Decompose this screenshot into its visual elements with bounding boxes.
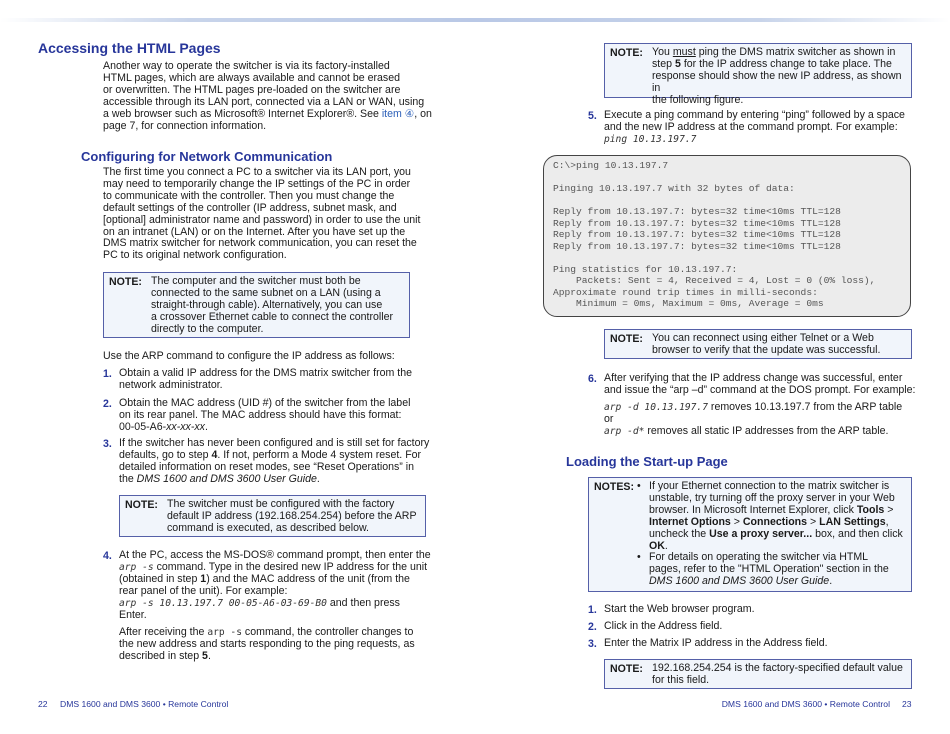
note-label: NOTE: bbox=[610, 333, 643, 345]
note-text: The computer and the switcher must both be connected to the same subnet on a LAN (using a straight-through cable). Alternatively, you can use a crossover Ethernet cable to connect the controller directly to the computer. bbox=[151, 275, 394, 335]
note-reconnect bbox=[604, 329, 912, 359]
note-must-ping bbox=[604, 43, 912, 106]
text: . bbox=[664, 539, 668, 552]
bullet: • bbox=[637, 480, 641, 492]
menu-internet-options: Internet Options bbox=[649, 515, 731, 528]
text: > bbox=[807, 515, 820, 528]
step-ref: 4 bbox=[211, 448, 218, 461]
text: box, and then click bbox=[815, 527, 903, 540]
step-number: 3. bbox=[103, 438, 112, 450]
heading-loading-startup: Loading the Start-up Page bbox=[566, 454, 728, 469]
text: You bbox=[652, 46, 673, 58]
step-number: 1. bbox=[588, 604, 597, 616]
step-number: 6. bbox=[588, 373, 597, 385]
footer-right: DMS 1600 and DMS 3600 • Remote Control bbox=[721, 699, 890, 709]
menu-connections: Connections bbox=[742, 515, 808, 528]
ok-label: OK bbox=[649, 539, 665, 552]
or-text: or bbox=[604, 413, 614, 425]
page-number-left: 22 bbox=[38, 699, 48, 709]
text: command. Type in the desired new IP address for the unit (obtained in step bbox=[119, 560, 428, 585]
bullet: • bbox=[637, 551, 641, 563]
command-example: arp -d* bbox=[604, 426, 645, 437]
text: , uncheck the bbox=[649, 515, 889, 540]
text: After receiving the bbox=[119, 626, 208, 638]
text: . bbox=[829, 574, 833, 587]
step-4 bbox=[119, 550, 439, 621]
step-3 bbox=[119, 438, 429, 486]
text: . bbox=[204, 420, 208, 433]
command-example: ping 10.13.197.7 bbox=[604, 133, 697, 145]
text: ping the DMS matrix switcher as shown in step bbox=[652, 46, 896, 70]
menu-lan-settings: LAN Settings bbox=[819, 515, 886, 528]
note-text bbox=[652, 47, 911, 107]
header-rule bbox=[0, 18, 950, 22]
guide-title: DMS 1600 and DMS 3600 User Guide bbox=[136, 472, 317, 485]
step-number: 1. bbox=[103, 368, 112, 380]
item-4-link[interactable]: item ④ bbox=[381, 107, 415, 120]
step-number: 2. bbox=[103, 398, 112, 410]
footer-left: DMS 1600 and DMS 3600 • Remote Control bbox=[60, 699, 229, 709]
text: removes all static IP addresses from the ARP table. bbox=[644, 425, 889, 437]
step-ref: 1 bbox=[200, 572, 207, 585]
command-example: arp -s 10.13.197.7 00-05-A6-03-69-B0 bbox=[119, 597, 327, 609]
emphasis: must bbox=[672, 46, 696, 58]
heading-accessing-html-pages: Accessing the HTML Pages bbox=[38, 40, 221, 56]
notes-label: NOTES: bbox=[594, 481, 635, 493]
note-label: NOTE: bbox=[610, 663, 643, 675]
menu-tools: Tools bbox=[856, 503, 885, 516]
note-default-value bbox=[604, 659, 912, 689]
text: If your Ethernet connection to the matrix switcher is unstable, try turning off the proxy server in your Web browser. In Microsoft Internet Explorer, click bbox=[649, 480, 895, 516]
note-label: NOTE: bbox=[610, 47, 643, 59]
arp-d-example bbox=[604, 402, 902, 414]
step-6: After verifying that the IP address change was successful, enter and issue the “arp –d” command at the DOS prompt. For example: bbox=[604, 372, 916, 396]
note-bullet-2 bbox=[649, 552, 889, 588]
command: arp -s bbox=[119, 561, 154, 573]
step-ref: 5 bbox=[674, 57, 681, 70]
notes-proxy bbox=[588, 477, 912, 592]
text: . bbox=[207, 649, 211, 662]
text: Another way to operate the switcher is via its factory-installed HTML pages, which are always available and cannot be erased or overwritten. The HTML pages pre-loaded on the switcher are accessible through its LAN port, connected via a LAN or WAN, using a web browser such as Microsoft® Internet Explorer®. See bbox=[103, 60, 425, 120]
text: command, the controller changes to the new address and starts responding to the ping requests, as described in step bbox=[119, 626, 415, 662]
step-number: 5. bbox=[588, 110, 597, 122]
note-text: You can reconnect using either Telnet or a Web browser to verify that the update was successful. bbox=[652, 332, 881, 356]
text: At the PC, access the MS-DOS® command prompt, then enter the bbox=[119, 549, 431, 561]
step-5 bbox=[604, 110, 905, 146]
paragraph-configuring: The first time you connect a PC to a switcher via its LAN port, you may need to temporarily change the IP settings of the PC in order to communicate with the controller. Then you must change the default settings of the controller (IP address, subnet mask, and [optional] administrator name and password) in order to use the unit on an intranet (LAN) or on the Internet. After you have set up the DMS matrix switcher for network communication, you can reset the PC to its original network configuration. bbox=[103, 166, 421, 262]
load-step-3: Enter the Matrix IP address in the Address field. bbox=[604, 637, 828, 649]
load-step-2: Click in the Address field. bbox=[604, 620, 723, 632]
text: . If not, perform a Mode 4 system reset. For detailed information on reset modes, see “Reset Operations” in the bbox=[119, 448, 422, 485]
note-bullet-1 bbox=[649, 481, 903, 552]
note-text: 192.168.254.254 is the factory-specified default value for this field. bbox=[652, 662, 903, 686]
note-label: NOTE: bbox=[109, 276, 142, 288]
page-number-right: 23 bbox=[902, 699, 912, 709]
note-same-subnet bbox=[103, 272, 410, 338]
note-text: The switcher must be configured with the factory default IP address (192.168.254.254) before the ARP command is executed, as described below. bbox=[167, 498, 417, 534]
step-1: Obtain a valid IP address for the DMS matrix switcher from the network administrator. bbox=[119, 367, 413, 391]
after-receiving-paragraph bbox=[119, 627, 415, 663]
ping-console-output: C:\>ping 10.13.197.7 Pinging 10.13.197.7 with 32 bytes of data: Reply from 10.13.197.7: bytes=32 time<10ms TTL=128 Reply from 10.13.197.7: bytes=32 time<10ms TTL=128 Reply from 10.13.197.7: bytes=32 time<10ms TTL=128 Reply from 10.13.197.7: bytes=32 time<10ms TTL=128 Ping statistics for 10.13.197.7: Packets: Sent = 4, Received = 4, Lost = 0 (0% loss), Approximate round trip times in milli-seconds: Minimum = 0ms, Maximum = 0ms, Average = 0ms bbox=[543, 155, 911, 317]
step-number: 4. bbox=[103, 550, 112, 562]
guide-title: DMS 1600 and DMS 3600 User Guide bbox=[649, 574, 830, 587]
step-2 bbox=[119, 398, 410, 434]
text: > bbox=[887, 503, 894, 516]
option-use-proxy: Use a proxy server... bbox=[709, 527, 813, 540]
mac-format: xx-xx-xx bbox=[166, 420, 205, 433]
text: , on page 7, for connection information. bbox=[103, 107, 432, 132]
text: removes 10.13.197.7 from the ARP table bbox=[707, 401, 903, 413]
arp-d-all-example bbox=[604, 426, 888, 438]
text: For details on operating the switcher via HTML pages, refer to the "HTML Operation" section in the bbox=[649, 551, 889, 575]
arp-intro: Use the ARP command to configure the IP address as follows: bbox=[103, 350, 395, 362]
note-label: NOTE: bbox=[125, 499, 158, 511]
paragraph-accessing bbox=[103, 61, 433, 132]
step-ref: 5 bbox=[202, 649, 208, 662]
text: > bbox=[730, 515, 743, 528]
note-factory-default bbox=[119, 495, 426, 537]
text: Obtain the MAC address (UID #) of the switcher from the label on its rear panel. The MAC address should have this format: 00-05-A6- bbox=[119, 397, 411, 433]
step-number: 2. bbox=[588, 621, 597, 633]
step-number: 3. bbox=[588, 638, 597, 650]
text: If the switcher has never been configured and is still set for factory defaults, go to step bbox=[119, 437, 430, 461]
command: arp -s bbox=[207, 627, 242, 638]
text: Execute a ping command by entering “ping” followed by a space and the new IP address at the command prompt. For example: bbox=[604, 109, 905, 133]
text: ) and the MAC address of the unit (from the rear panel of the unit). For example: bbox=[119, 572, 410, 597]
text: and then press Enter. bbox=[119, 596, 400, 621]
load-step-1: Start the Web browser program. bbox=[604, 603, 755, 615]
heading-configuring-network: Configuring for Network Communication bbox=[81, 149, 333, 164]
text: for the IP address change to take place. The response should show the new IP address, as shown in the following figure. bbox=[652, 57, 902, 106]
text: . bbox=[316, 472, 320, 485]
command-example: arp -d 10.13.197.7 bbox=[604, 402, 708, 413]
